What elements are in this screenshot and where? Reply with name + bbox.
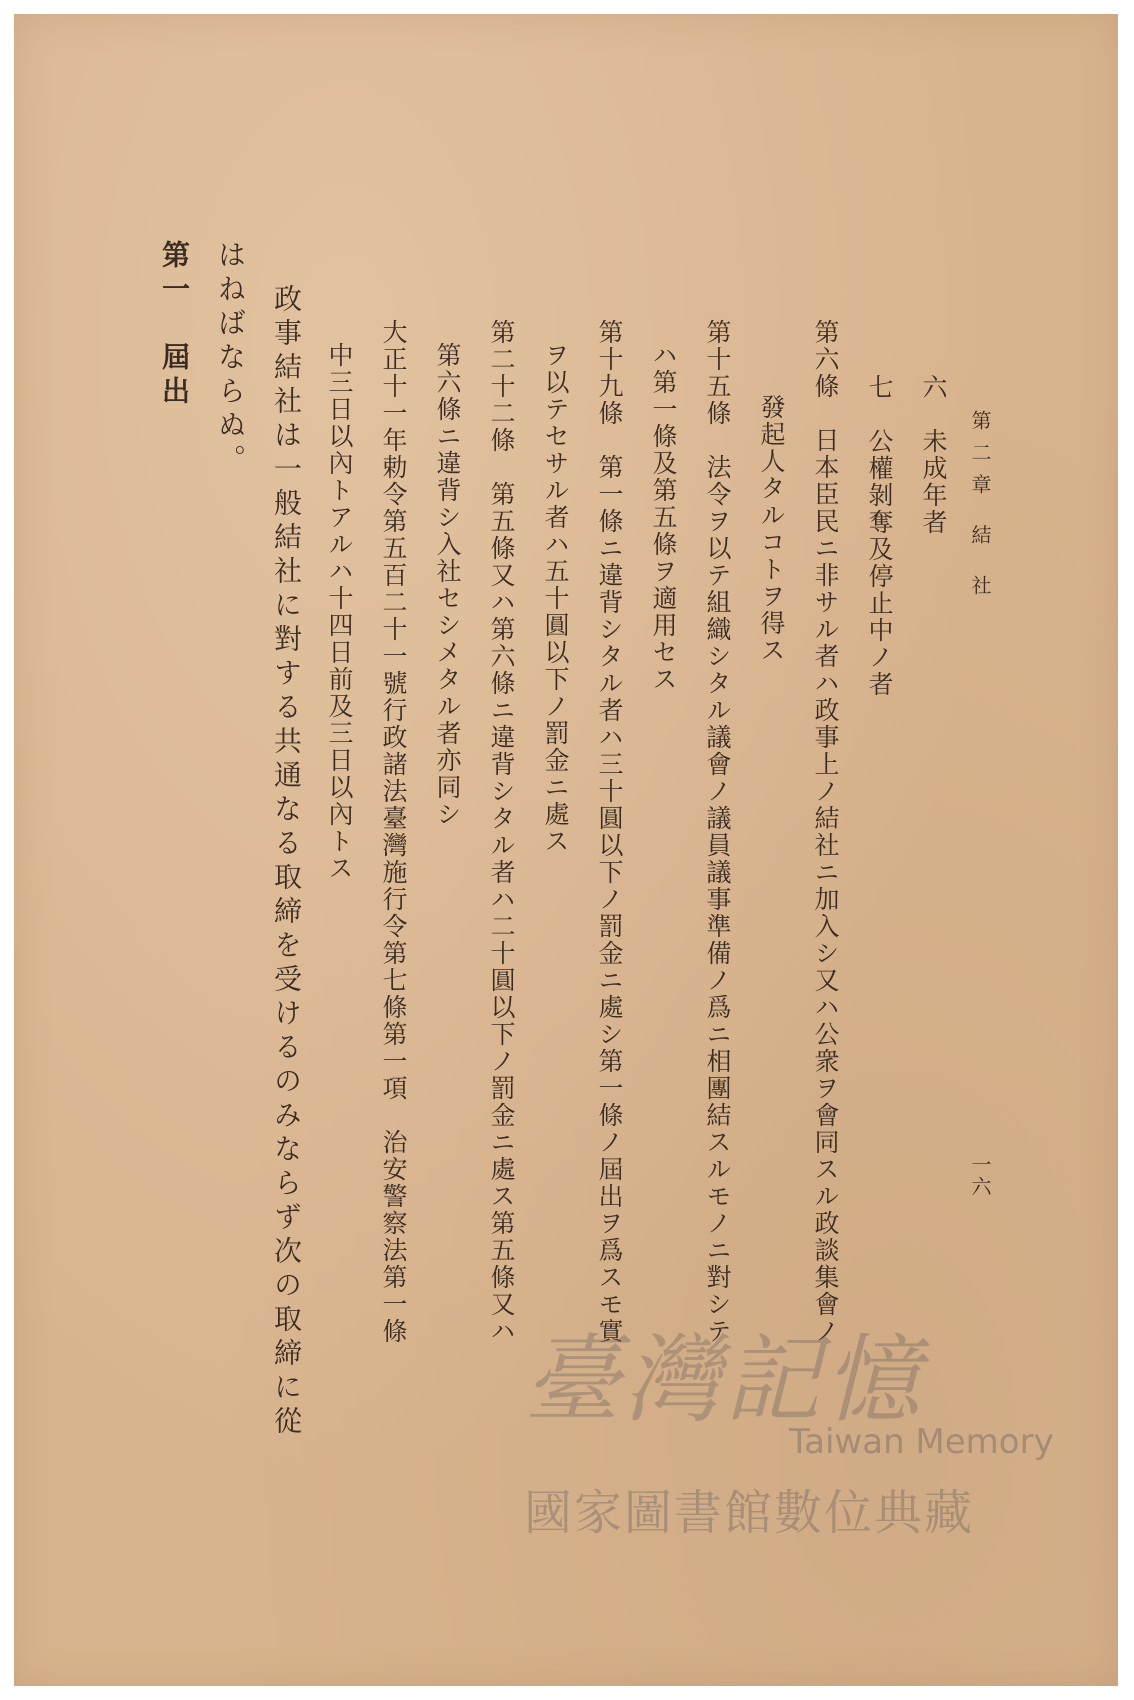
text-line-2: 七 公權剝奪及停止中ノ者 xyxy=(865,374,894,698)
text-line-1: 六 未成年者 xyxy=(919,374,948,536)
body-paragraph-line-2: はねばならぬ。 xyxy=(214,240,247,478)
text-line-4: 發起人タルコトヲ得ス xyxy=(757,394,786,664)
watermark-subtitle: Taiwan Memory xyxy=(789,1422,1054,1462)
text-line-11: 大正十一年勅令第五百二十一號行政諸法臺灣施行令第七條第一項 治安警察法第一條 xyxy=(379,319,408,1345)
text-line-6: ハ第一條及第五條ヲ適用セス xyxy=(649,342,678,693)
section-heading: 第一 屆出 xyxy=(158,240,191,410)
text-line-8: ヲ以テセサル者ハ五十圓以下ノ罰金ニ處ス xyxy=(541,342,570,855)
document-page xyxy=(14,14,1118,1686)
text-line-12: 中三日以內トアルハ十四日前及三日以內トス xyxy=(325,342,354,882)
body-paragraph-line-1: 政事結社は一般結社に對する共通なる取締を受けるのみならず次の取締に從 xyxy=(270,284,303,1440)
page-number: 一六 xyxy=(968,1154,992,1198)
text-line-10: 第六條ニ違背シ入社セシメタル者亦同シ xyxy=(433,342,462,828)
text-line-9: 第二十二條 第五條又ハ第六條ニ違背シタル者ハ二十圓以下ノ罰金ニ處ス第五條又ハ xyxy=(487,319,516,1345)
running-header: 第二章 結 社 xyxy=(968,410,992,607)
watermark-institution: 國家圖書館數位典藏 xyxy=(524,1485,975,1541)
text-line-3: 第六條 日本臣民ニ非サル者ハ政事上ノ結社ニ加入シ又ハ公衆ヲ會同スル政談集會ノ xyxy=(811,319,840,1345)
text-line-5: 第十五條 法令ヲ以テ組織シタル議會ノ議員議事準備ノ爲ニ相團結スルモノニ對シテ xyxy=(703,319,732,1345)
text-line-7: 第十九條 第一條ニ違背シタル者ハ三十圓以下ノ罰金ニ處シ第一條ノ屆出ヲ爲スモ實 xyxy=(595,319,624,1345)
watermark-title: 臺灣記憶 xyxy=(524,1324,924,1436)
